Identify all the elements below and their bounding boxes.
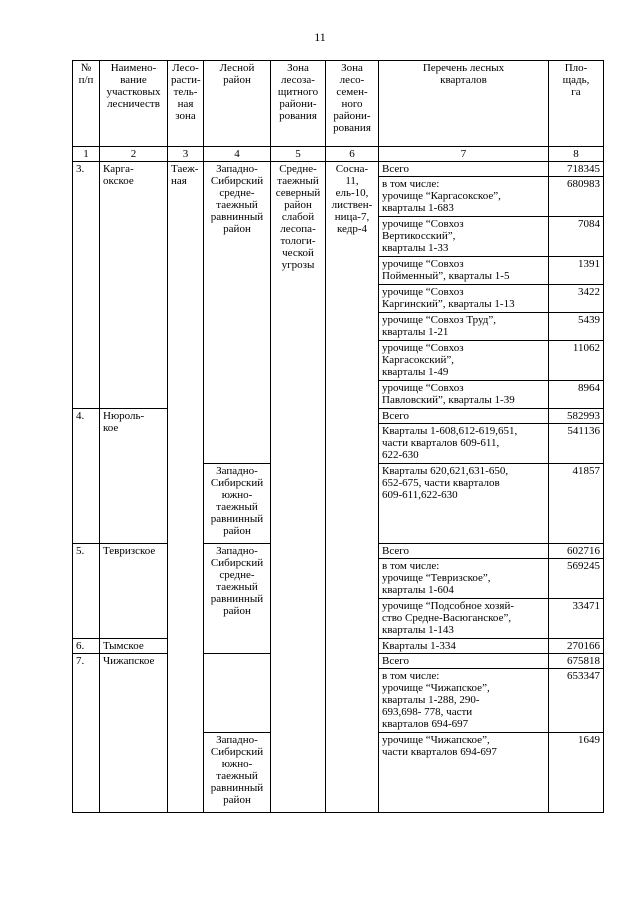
area-cell: 1391	[549, 257, 604, 285]
area-cell: 541136	[549, 424, 604, 464]
seed-zone: Сосна- 11, ель-10, листвен- ница-7, кедр-4	[326, 162, 379, 813]
header-forest-region: Лесной район	[204, 61, 271, 147]
forestry-name: Тевризское	[100, 544, 168, 639]
area-cell: 270166	[549, 639, 604, 654]
header-num: № п/п	[73, 61, 100, 147]
forest-region-mid-taiga-2: Западно- Сибирский средне- таежный равнинный район	[204, 544, 271, 654]
area-cell: 3422	[549, 285, 604, 313]
forestry-name: Тымское	[100, 639, 168, 654]
column-number: 4	[204, 147, 271, 162]
forestry-number: 4.	[73, 409, 100, 544]
header-row	[73, 61, 604, 147]
quarters-cell: в том числе: урочище “Тевризское”, кварталы 1-604	[379, 559, 549, 599]
quarters-cell: урочище “Совхоз Каргасокский”, кварталы 1-49	[379, 341, 549, 381]
area-cell: 41857	[549, 464, 604, 544]
quarters-cell: урочище “Совхоз Вертикосский”, кварталы 1-33	[379, 217, 549, 257]
quarters-cell: урочище “Совхоз Труд”, кварталы 1-21	[379, 313, 549, 341]
column-number: 8	[549, 147, 604, 162]
header-quarters: Перечень лесных кварталов	[379, 61, 549, 147]
header-name: Наимено- вание участковых лесничеств	[100, 61, 168, 147]
area-cell: 602716	[549, 544, 604, 559]
area-cell: 675818	[549, 654, 604, 669]
column-number: 7	[379, 147, 549, 162]
forestry-number: 7.	[73, 654, 100, 813]
area-cell: 653347	[549, 669, 604, 733]
quarters-cell: Всего	[379, 162, 549, 177]
area-cell: 5439	[549, 313, 604, 341]
forestry-number: 5.	[73, 544, 100, 639]
quarters-cell: урочище “Совхоз Пойменный”, кварталы 1-5	[379, 257, 549, 285]
forestry-name: Нюроль- кое	[100, 409, 168, 544]
area-cell: 680983	[549, 177, 604, 217]
area-cell: 8964	[549, 381, 604, 409]
quarters-cell: Всего	[379, 654, 549, 669]
quarters-cell: урочище “Совхоз Павловский”, кварталы 1-39	[379, 381, 549, 409]
quarters-cell: Всего	[379, 409, 549, 424]
forest-region-south-taiga-2: Западно- Сибирский южно- таежный равнинный район	[204, 733, 271, 813]
forestry-number: 3.	[73, 162, 100, 409]
forest-region-mid-taiga: Западно- Сибирский средне- таежный равнинный район	[204, 162, 271, 464]
forest-table	[72, 60, 604, 813]
protection-zone: Средне- таежный северный район слабой лесопа- тологи- ческой угрозы	[271, 162, 326, 813]
header-veg-zone: Лесо- расти- тель- ная зона	[168, 61, 204, 147]
quarters-cell: Кварталы 620,621,631-650, 652-675, части кварталов 609-611,622-630	[379, 464, 549, 544]
column-number: 3	[168, 147, 204, 162]
quarters-cell: Кварталы 1-608,612-619,651, части кварталов 609-611, 622-630	[379, 424, 549, 464]
column-number: 1	[73, 147, 100, 162]
quarters-cell: в том числе: урочище “Чижапское”, кварталы 1-288, 290- 693,698- 778, части кварталов 694-697	[379, 669, 549, 733]
quarters-cell: урочище “Чижапское”, части кварталов 694-697	[379, 733, 549, 813]
area-cell: 11062	[549, 341, 604, 381]
area-cell: 1649	[549, 733, 604, 813]
quarters-cell: урочище “Совхоз Каргинский”, кварталы 1-13	[379, 285, 549, 313]
forestry-name: Чижапское	[100, 654, 168, 813]
header-protection-zone: Зона лесоза- щитного райони- рования	[271, 61, 326, 147]
area-cell: 718345	[549, 162, 604, 177]
area-cell: 569245	[549, 559, 604, 599]
area-cell: 33471	[549, 599, 604, 639]
column-number: 5	[271, 147, 326, 162]
quarters-cell: Всего	[379, 544, 549, 559]
page-number: 11	[314, 30, 326, 44]
forestry-name: Карга- окское	[100, 162, 168, 409]
area-cell: 7084	[549, 217, 604, 257]
quarters-cell: урочище “Подсобное хозяй- ство Средне-Васюганское”, кварталы 1-143	[379, 599, 549, 639]
header-seed-zone: Зона лесо- семен- ного райони- рования	[326, 61, 379, 147]
column-number-row	[73, 147, 604, 162]
area-cell: 582993	[549, 409, 604, 424]
column-number: 6	[326, 147, 379, 162]
column-number: 2	[100, 147, 168, 162]
forestry-number: 6.	[73, 639, 100, 654]
forest-region-empty	[204, 654, 271, 733]
header-area: Пло- щадь, га	[549, 61, 604, 147]
forest-region-south-taiga: Западно- Сибирский южно- таежный равнинный район	[204, 464, 271, 544]
quarters-cell: в том числе: урочище “Каргасокское”, кварталы 1-683	[379, 177, 549, 217]
table-row	[73, 162, 604, 177]
quarters-cell: Кварталы 1-334	[379, 639, 549, 654]
vegetation-zone: Таеж- ная	[168, 162, 204, 813]
